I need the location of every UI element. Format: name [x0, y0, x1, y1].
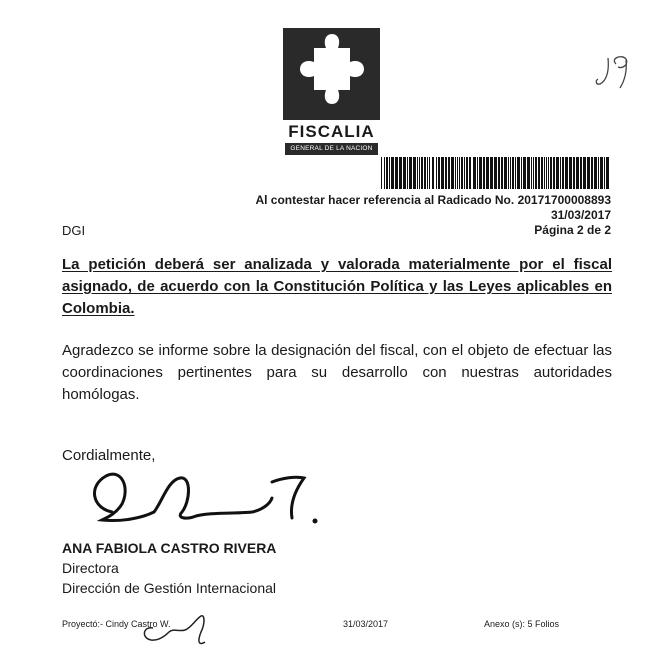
prepared-by: Proyectó:- Cindy Castro W. [62, 619, 171, 629]
department-code: DGI [62, 223, 86, 238]
footer-date: 31/03/2017 [343, 619, 389, 629]
fiscalia-logo [283, 28, 380, 154]
radicado-date: 31/03/2017 [550, 208, 611, 222]
barcode-image [381, 157, 610, 189]
closing-salutation: Cordialmente, [62, 447, 156, 464]
handwritten-signature [82, 462, 332, 540]
signer-department: Dirección de Gestión Internacional [62, 580, 277, 596]
signer-name: ANA FABIOLA CASTRO RIVERA [62, 540, 277, 556]
page-indicator: Página 2 de 2 [534, 223, 611, 237]
logo-subtitle: GENERAL DE LA NACION [285, 143, 378, 155]
signer-title: Directora [62, 560, 119, 576]
bold-paragraph: La petición deberá ser analizada y valorada materialmente por el fiscal asignado, de acuerdo con la Constitución Política y las Leyes aplicables en Colombia. [62, 256, 612, 317]
radicado-reference [255, 193, 611, 207]
radicado-label: Al contestar hacer referencia al Radicado No. [255, 193, 515, 207]
handwritten-initials [135, 608, 215, 648]
handwritten-page-mark [594, 50, 656, 92]
annex-count: Anexo (s): 5 Folios [484, 619, 560, 629]
radicado-number: 20171700008893 [517, 193, 611, 207]
logo-title: FISCALIA [288, 122, 375, 141]
puzzle-piece-icon [283, 28, 380, 120]
body-paragraph: Agradezco se informe sobre la designación del fiscal, con el objeto de efectuar las coordinaciones pertinentes para su desarrollo con nuestras autoridades homólogas. [62, 342, 612, 403]
